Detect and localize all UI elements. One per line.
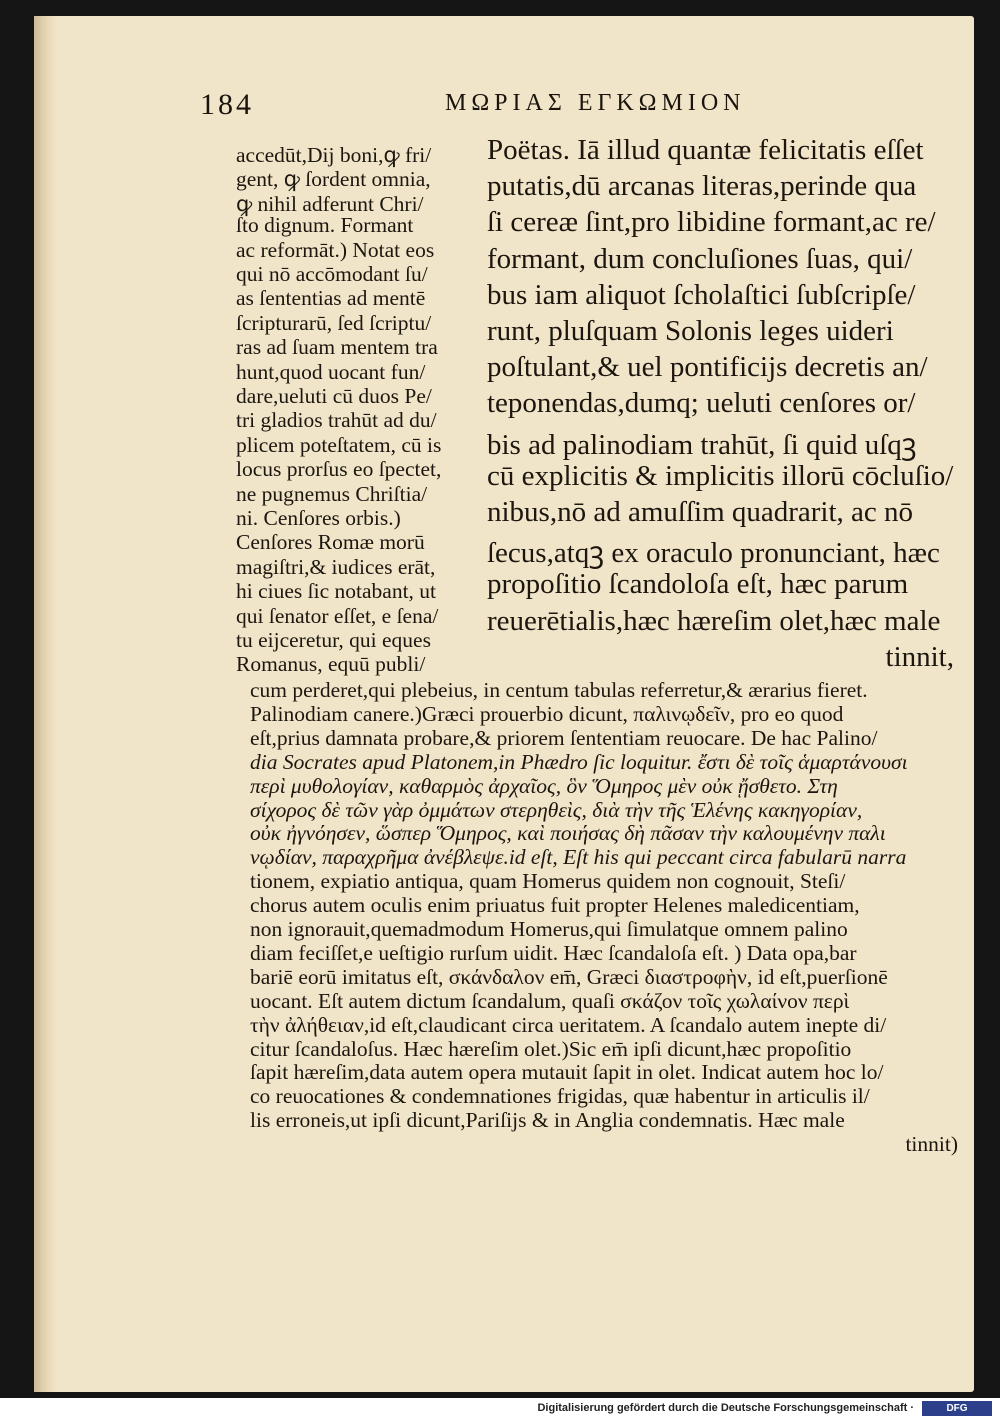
body-line: runt, pluſquam Solonis leges uideri [487, 315, 894, 347]
margin-line: magiſtri,& iudices erāt, [236, 554, 436, 579]
margin-line: ras ad ſuam mentem tra [236, 335, 438, 360]
margin-line: ne pugnemus Chriſtia/ [236, 481, 428, 506]
body-line: cū explicitis & implicitis illorū cōcluſio/ [487, 459, 954, 492]
body-line: bis ad palinodiam trahūt, ſi quid uſqꝫ [487, 428, 917, 461]
body-line: propoſitio ſcandoloſa eſt, hæc parum [487, 568, 909, 601]
body-line: ſi cereæ ſint,pro libidine formant,ac re/ [487, 206, 936, 239]
margin-line: plicem poteſtatem, cū is [236, 432, 442, 457]
margin-line: tri gladios trahūt ad du/ [236, 408, 437, 433]
margin-line: hunt,quod uocant fun/ [236, 359, 426, 384]
margin-line: accedūt,Dij boni,ꝙ fri/ [236, 143, 432, 167]
commentary-line: uocant. Eſt autem dictum ſcandalum, quaſi σκάζον τοῖς χωλαίνον περὶ [250, 988, 850, 1013]
body-line: nibus,nō ad amuſſim quadrarit, ac nō [487, 496, 914, 528]
body-line: Poëtas. Iā illud quantæ felicitatis eſſet [487, 134, 924, 166]
commentary-line: τὴν ἀλήθειαν,id eſt,claudicant circa ueritatem. A ſcandalo autem inepte di/ [250, 1012, 887, 1037]
commentary-line: chorus autem oculis enim priuatus fuit propter Helenes maledicentiam, [250, 893, 860, 918]
margin-line: ni. Cenſores orbis.) [236, 506, 401, 530]
commentary-line: co reuocationes & condemnationes frigidas, quæ habentur in articulis il/ [250, 1084, 870, 1109]
margin-line: dare,ueluti cū duos Pe/ [236, 384, 432, 408]
body-line: ſecus,atqꝫ ex oraculo pronunciant, hæc [487, 537, 940, 570]
margin-line: qui ſenator eſſet, e ſena/ [236, 603, 439, 628]
commentary-line: Palinodiam canere.)Græci prouerbio dicunt, παλινῳδεῖν, pro eo quod [250, 701, 844, 726]
commentary-line: νῳδίαν, παραχρῆμα ἀνέβλεψε.id eſt, Eſt his qui peccant circa fabularū narra [250, 845, 907, 870]
commentary-line: dia Socrates apud Platonem,in Phædro ſic loquitur. ἔστι δὲ τοῖς ἁμαρτάνουσι [250, 749, 908, 774]
commentary-line: tinnit) [905, 1132, 958, 1157]
margin-line: ſcripturarū, ſed ſcriptu/ [236, 310, 432, 335]
commentary-line: bariē eorū imitatus eſt, σκάνδαλον em̄, Græci διαστροφὴν, id eſt,puerſionē [250, 964, 888, 989]
footer-bar [0, 1398, 1000, 1420]
body-line: tinnit, [885, 640, 954, 673]
commentary-line: lis erroneis,ut ipſi dicunt,Pariſijs & in Anglia condemnatis. Hæc male [250, 1108, 845, 1133]
margin-line: Romanus, equū publi/ [236, 652, 426, 677]
commentary-line: περὶ μυθολογίαν, καθαρμὸς ἀρχαῖος, ὃν Ὅμηρος μὲν οὐκ ᾔσθετο. Στη [250, 773, 838, 798]
margin-line: tu eijceretur, qui eques [236, 628, 431, 652]
margin-line: ſto dignum. Formant [236, 213, 414, 238]
commentary-line: σίχορος δὲ τῶν γὰρ ὀμμάτων στερηθεὶς, διὰ τὴν τῆς Ἑλένης κακηγορίαν, [250, 797, 863, 822]
running-head: ΜΩΡΙΑΣ ΕΓΚΩΜΙΟΝ [445, 90, 746, 116]
margin-line: gent, ꝙ ſordent omnia, [236, 167, 431, 192]
margin-line: qui nō accōmodant ſu/ [236, 262, 428, 286]
body-line: poſtulant,& uel pontificijs decretis an/ [487, 351, 928, 384]
margin-line: ac reformāt.) Notat eos [236, 237, 435, 262]
dfg-logo: DFG [922, 1401, 992, 1416]
commentary-line: tionem, expiatio antiqua, quam Homerus quidem non cognouit, Steſi/ [250, 869, 846, 894]
page-gutter-shadow [34, 16, 56, 1392]
body-line: formant, dum concluſiones ſuas, qui/ [487, 242, 913, 275]
body-line: reuerētialis,hæc hæreſim olet,hæc male [487, 604, 941, 637]
margin-line: hi ciues ſic notabant, ut [236, 579, 437, 604]
margin-line: locus prorſus eo ſpectet, [236, 457, 442, 482]
commentary-line: citur ſcandaloſus. Hæc hæreſim olet.)Sic em̄ ipſi dicunt,hæc propoſitio [250, 1036, 852, 1061]
commentary-line: non ignorauit,quemadmodum Homerus,qui ſimulatque omnem palino [250, 917, 848, 941]
commentary-line: cum perderet,qui plebeius, in centum tabulas referretur,& ærarius fieret. [250, 678, 868, 702]
page-number: 184 [200, 88, 254, 121]
commentary-line: diam feciſſet,e ueſtigio rurſum uidit. Hæc ſcandaloſa eſt. ) Data opa,bar [250, 940, 857, 965]
margin-line: as ſententias ad mentē [236, 286, 426, 311]
margin-line: Cenſores Romæ morū [236, 530, 425, 555]
commentary-line: οὐκ ἠγνόησεν, ὥσπερ Ὅμηρος, καὶ ποιήσας δὴ πᾶσαν τὴν καλουμένην παλι [250, 821, 886, 846]
margin-line: ꝙ nihil adferunt Chri/ [236, 191, 424, 216]
body-line: teponendas,dumq; ueluti cenſores or/ [487, 387, 916, 420]
body-line: bus iam aliquot ſcholaſtici ſubſcripſe/ [487, 278, 916, 311]
footer-credit: Digitalisierung gefördert durch die Deutsche Forschungsgemeinschaft · [537, 1402, 914, 1414]
commentary-line: ſapit hæreſim,data autem opera mutauit ſapit in olet. Indicat autem hoc lo/ [250, 1060, 884, 1085]
commentary-line: eſt,prius damnata probare,& priorem ſententiam reuocare. De hac Palino/ [250, 725, 878, 750]
body-line: putatis,dū arcanas literas,perinde qua [487, 170, 917, 203]
